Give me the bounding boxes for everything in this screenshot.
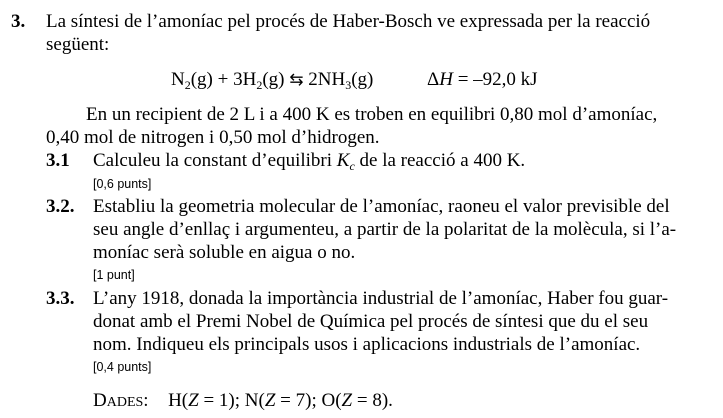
question-3-1-text-after: de la reacció a 400 K. [354, 150, 526, 171]
question-3-2-points: [1 punt] [93, 268, 135, 282]
data-label-rest: ADES [106, 395, 144, 410]
question-number-3-1: 3.1 [46, 150, 70, 171]
intro-line-1: La síntesi de l’amoníac pel procés de Haber-Bosch ve expressada per la reacció [46, 11, 651, 32]
question-3-2-line-3: moníac serà soluble en aigua o no. [93, 242, 356, 263]
question-3-1-text [93, 150, 525, 172]
problem-number: 3. [11, 11, 26, 32]
context-line-2: 0,40 mol de nitrogen i 0,50 mol d’hidrogen. [46, 127, 380, 148]
question-3-3-line-1: L’any 1918, donada la importància industrial de l’amoníac, Haber fou guar- [93, 288, 669, 309]
question-number-3-2: 3.2. [46, 196, 75, 217]
data-h-z: Z [188, 390, 199, 411]
kc-symbol: K [336, 150, 350, 171]
delta-symbol: Δ [427, 69, 440, 90]
data-label-initial: D [93, 390, 107, 411]
data-h-suffix: = 1); N( [198, 390, 265, 411]
data-o-z: Z [341, 390, 353, 411]
data-n-z: Z [264, 390, 276, 411]
chemical-equation [171, 69, 373, 91]
enthalpy-value: = –92,0 kJ [452, 69, 538, 90]
data-label-colon: : [143, 390, 149, 411]
data-line [93, 390, 393, 414]
question-3-2-line-1: Establiu la geometria molecular de l’amoníac, raoneu el valor previsible del [93, 196, 670, 217]
question-3-1-points: [0,6 punts] [93, 177, 152, 191]
question-3-3-line-3: nom. Indiqueu els principals usos i aplicacions industrials de l’amoníac. [93, 334, 641, 355]
h2-subscript: 2 [256, 78, 263, 92]
n2-state-and-h2: (g) + 3H [190, 69, 257, 90]
data-h-prefix: H( [168, 390, 189, 411]
context-line-1: En un recipient de 2 L i a 400 K es troben en equilibri 0,80 mol d’amoníac, [86, 104, 658, 125]
intro-line-2: següent: [46, 34, 110, 55]
data-n-suffix: = 7); O( [275, 390, 342, 411]
question-3-3-points: [0,4 punts] [93, 360, 152, 374]
question-3-2-line-2: seu angle d’enllaç i argumenteu, a partir de la polaritat de la molècula, si l’a- [93, 219, 677, 240]
question-number-3-3: 3.3. [46, 288, 75, 309]
kc-subscript: c [349, 159, 355, 173]
data-o-suffix: = 8). [352, 390, 393, 411]
nh3-state: (g) [351, 69, 374, 90]
h2-state: (g) [262, 69, 285, 90]
enthalpy-change [427, 69, 538, 91]
nh3-formula: 2NH [308, 69, 346, 90]
enthalpy-symbol: H [439, 69, 453, 90]
n2-formula: N [171, 69, 185, 90]
n2-subscript: 2 [184, 78, 191, 92]
question-3-1-text-before: Calculeu la constant d’equilibri [93, 150, 337, 171]
question-3-3-line-2: donat amb el Premi Nobel de Química pel procés de síntesi que du el seu [93, 311, 649, 332]
equilibrium-arrow-icon: ⇆ [289, 70, 304, 90]
nh3-subscript: 3 [345, 78, 352, 92]
